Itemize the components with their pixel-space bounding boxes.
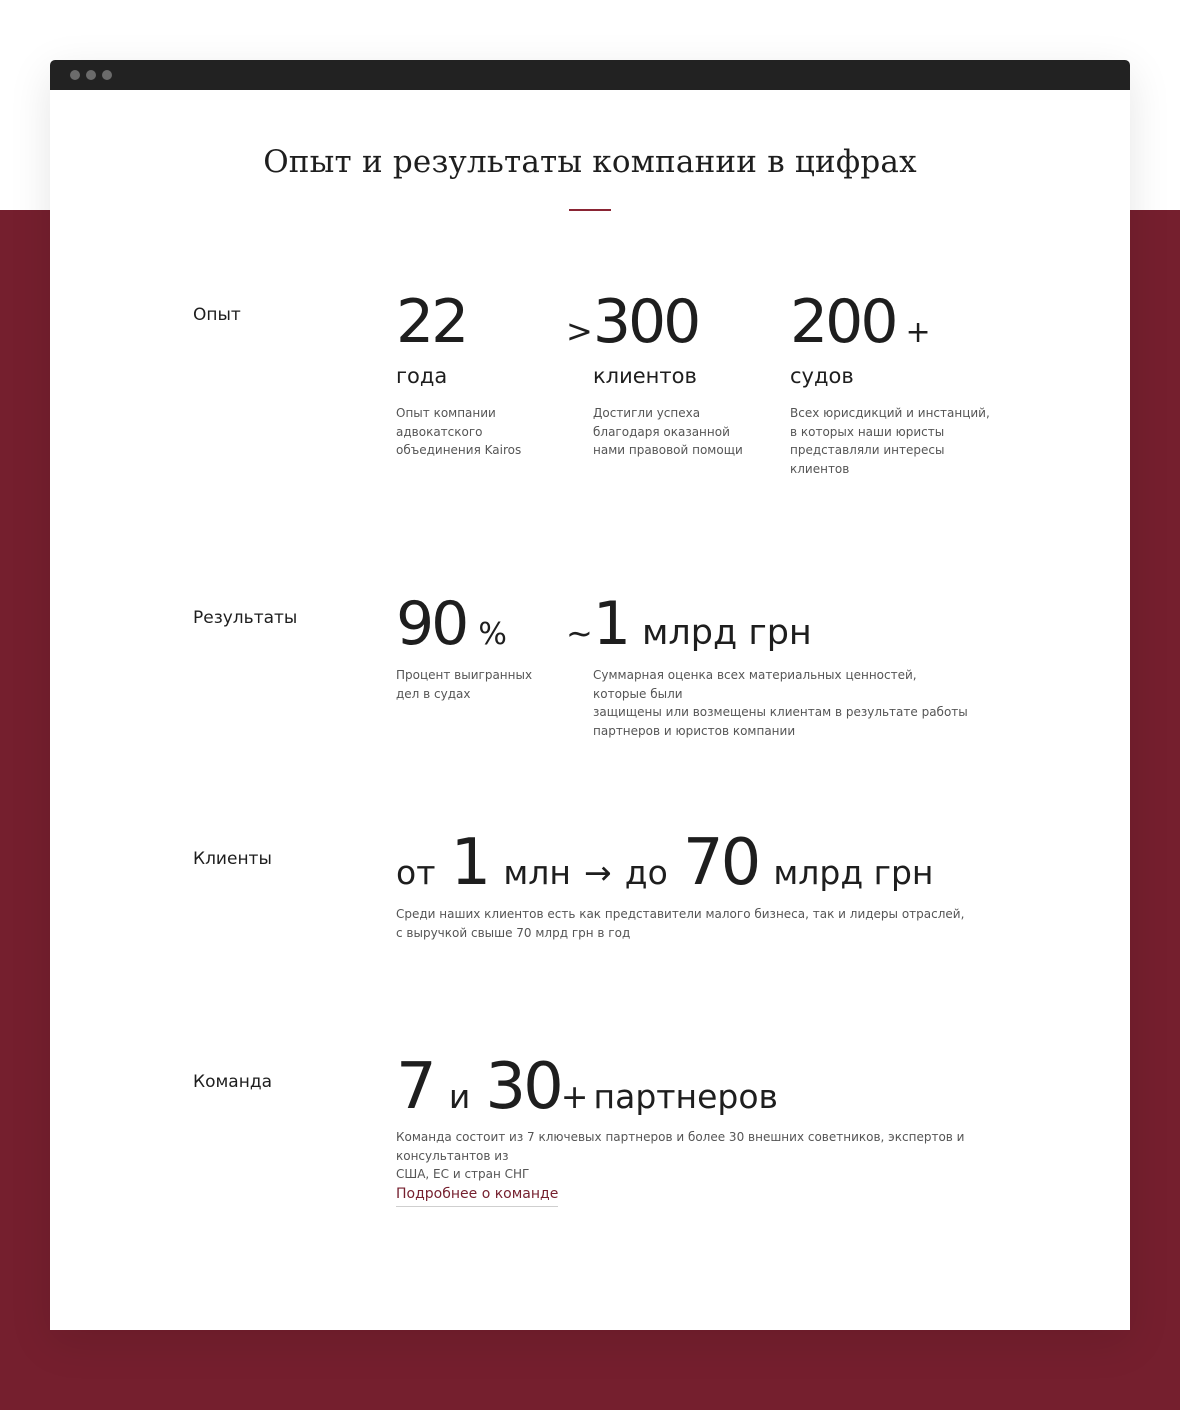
stat-courts-desc: Всех юрисдикций и инстанций, в которых наши юристы представляли интересы клиентов bbox=[790, 406, 990, 476]
clients-desc: Среди наших клиентов есть как представители малого бизнеса, так и лидеры отраслей, с выручкой свыше 70 млрд грн в год bbox=[396, 907, 965, 940]
stat-courts-value: 200 + bbox=[790, 287, 931, 357]
clients-revenue-range: от 1 млн → до 70 млрд грн bbox=[396, 826, 934, 900]
stat-protected-value-number: ~1 млрд грн bbox=[566, 589, 812, 659]
team-more-link[interactable]: Подробнее о команде bbox=[396, 1186, 558, 1207]
arrow-right-icon: → bbox=[584, 853, 612, 892]
stat-years-unit: года bbox=[396, 364, 448, 388]
stat-win-rate-value: 90 % bbox=[396, 589, 507, 659]
section-label-results: Результаты bbox=[193, 608, 298, 628]
stat-courts-unit: судов bbox=[790, 364, 854, 388]
section-label-experience: Опыт bbox=[193, 305, 241, 325]
team-size: 7 и 30+ партнеров bbox=[396, 1050, 778, 1124]
stat-courts bbox=[790, 287, 990, 476]
title-divider bbox=[569, 209, 611, 211]
stat-clients-desc: Достигли успеха благодаря оказанной нами правовой помощи bbox=[593, 406, 743, 458]
stat-clients-value: >300 bbox=[566, 287, 699, 357]
window-dot-icon bbox=[70, 70, 80, 80]
window-dot-icon bbox=[102, 70, 112, 80]
stat-years bbox=[396, 287, 522, 458]
stat-win-rate bbox=[396, 589, 533, 701]
section-label-team: Команда bbox=[193, 1072, 272, 1092]
stat-clients-unit: клиентов bbox=[593, 364, 697, 388]
stat-win-rate-desc: Процент выигранных дел в судах bbox=[396, 668, 533, 701]
stat-years-desc: Опыт компании адвокатского объединения Kairos bbox=[396, 406, 522, 458]
stat-clients bbox=[566, 287, 743, 458]
stat-protected-value-desc: Суммарная оценка всех материальных ценностей, которые были защищены или возмещены клиентам в результате работы партнеров и юристов компании bbox=[593, 668, 968, 738]
stat-protected-value bbox=[566, 589, 968, 738]
browser-window bbox=[50, 60, 1130, 1330]
team-desc: Команда состоит из 7 ключевых партнеров и более 30 внешних советников, экспертов и консультантов из США, ЕС и стран СНГ bbox=[396, 1130, 965, 1182]
window-dot-icon bbox=[86, 70, 96, 80]
page-title: Опыт и результаты компании в цифрах bbox=[263, 144, 917, 180]
section-label-clients: Клиенты bbox=[193, 849, 272, 869]
stat-years-value: 22 bbox=[396, 287, 467, 357]
window-titlebar bbox=[50, 60, 1130, 90]
